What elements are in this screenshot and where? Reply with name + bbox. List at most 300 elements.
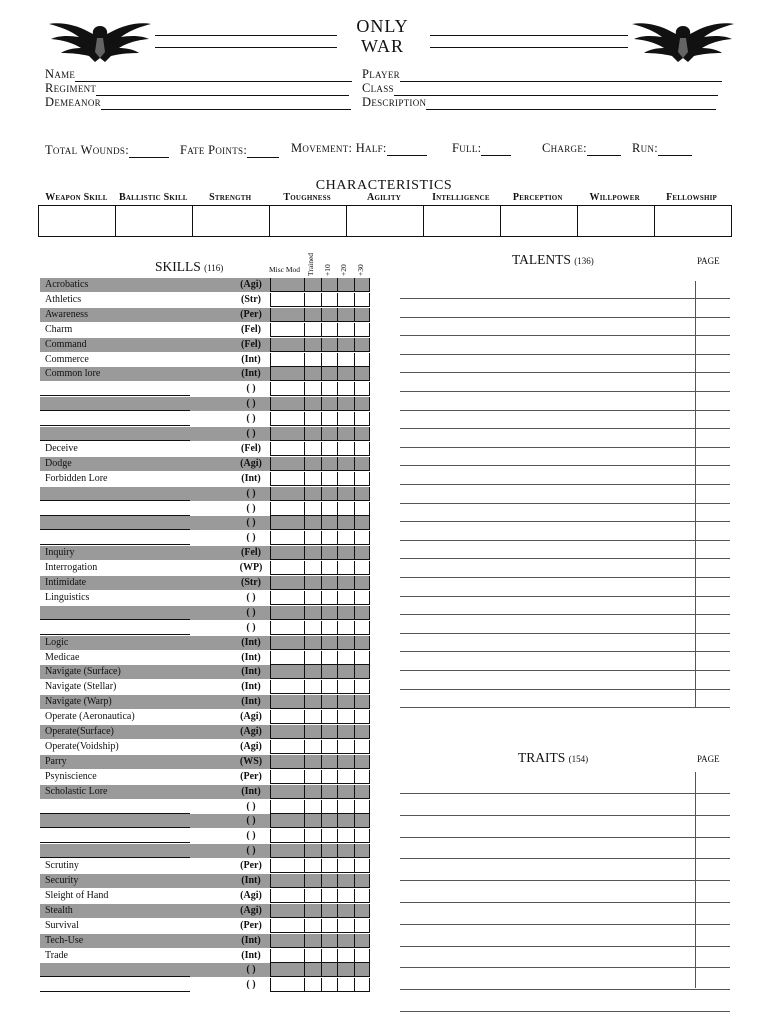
misc-mod-cell[interactable] — [270, 606, 304, 620]
characteristic-value-box[interactable] — [39, 206, 116, 236]
plus20-cell[interactable] — [337, 591, 354, 605]
plus30-cell[interactable] — [354, 546, 371, 560]
trait-entry-line[interactable] — [400, 858, 730, 859]
plus10-cell[interactable] — [321, 516, 338, 530]
plus10-cell[interactable] — [321, 978, 338, 992]
skill-blank-line[interactable] — [40, 842, 190, 843]
trained-cell[interactable] — [304, 874, 321, 888]
talent-entry-line[interactable] — [400, 317, 730, 318]
misc-mod-cell[interactable] — [270, 651, 304, 665]
trained-cell[interactable] — [304, 516, 321, 530]
skill-blank-line[interactable] — [40, 619, 190, 620]
plus20-cell[interactable] — [337, 919, 354, 933]
plus10-cell[interactable] — [321, 457, 338, 471]
plus30-cell[interactable] — [354, 561, 371, 575]
plus20-cell[interactable] — [337, 516, 354, 530]
player-field[interactable] — [362, 67, 722, 82]
trained-cell[interactable] — [304, 338, 321, 352]
trained-cell[interactable] — [304, 949, 321, 963]
talent-entry-line[interactable] — [400, 521, 730, 522]
misc-mod-cell[interactable] — [270, 382, 304, 396]
misc-mod-cell[interactable] — [270, 278, 304, 292]
plus30-cell[interactable] — [354, 904, 371, 918]
misc-mod-cell[interactable] — [270, 725, 304, 739]
plus20-cell[interactable] — [337, 397, 354, 411]
trained-cell[interactable] — [304, 889, 321, 903]
plus10-cell[interactable] — [321, 963, 338, 977]
plus10-cell[interactable] — [321, 755, 338, 769]
misc-mod-cell[interactable] — [270, 680, 304, 694]
characteristic-value-box[interactable] — [116, 206, 193, 236]
plus10-cell[interactable] — [321, 919, 338, 933]
plus10-cell[interactable] — [321, 636, 338, 650]
trained-cell[interactable] — [304, 710, 321, 724]
plus30-cell[interactable] — [354, 874, 371, 888]
trained-cell[interactable] — [304, 770, 321, 784]
trait-entry-line[interactable] — [400, 967, 730, 968]
plus10-cell[interactable] — [321, 710, 338, 724]
plus30-cell[interactable] — [354, 457, 371, 471]
talent-entry-line[interactable] — [400, 372, 730, 373]
misc-mod-cell[interactable] — [270, 293, 304, 307]
trained-cell[interactable] — [304, 725, 321, 739]
plus20-cell[interactable] — [337, 949, 354, 963]
plus20-cell[interactable] — [337, 487, 354, 501]
demeanor-field[interactable] — [45, 95, 351, 110]
plus30-cell[interactable] — [354, 725, 371, 739]
plus30-cell[interactable] — [354, 800, 371, 814]
plus10-cell[interactable] — [321, 814, 338, 828]
misc-mod-cell[interactable] — [270, 814, 304, 828]
trait-entry-line[interactable] — [400, 837, 730, 838]
plus30-cell[interactable] — [354, 308, 371, 322]
plus30-cell[interactable] — [354, 844, 371, 858]
plus30-cell[interactable] — [354, 531, 371, 545]
trait-entry-line[interactable] — [400, 793, 730, 794]
trained-cell[interactable] — [304, 651, 321, 665]
trained-cell[interactable] — [304, 442, 321, 456]
plus10-cell[interactable] — [321, 353, 338, 367]
talent-entry-line[interactable] — [400, 410, 730, 411]
trait-entry-line[interactable] — [400, 989, 730, 990]
characteristic-value-box[interactable] — [424, 206, 501, 236]
plus10-cell[interactable] — [321, 427, 338, 441]
plus20-cell[interactable] — [337, 710, 354, 724]
plus10-cell[interactable] — [321, 934, 338, 948]
trait-entry-line[interactable] — [400, 946, 730, 947]
plus20-cell[interactable] — [337, 934, 354, 948]
plus20-cell[interactable] — [337, 367, 354, 381]
plus10-cell[interactable] — [321, 323, 338, 337]
trained-cell[interactable] — [304, 740, 321, 754]
misc-mod-cell[interactable] — [270, 561, 304, 575]
skill-blank-line[interactable] — [40, 991, 190, 992]
skill-blank-line[interactable] — [40, 440, 190, 441]
plus10-cell[interactable] — [321, 561, 338, 575]
trained-cell[interactable] — [304, 785, 321, 799]
misc-mod-cell[interactable] — [270, 457, 304, 471]
plus10-cell[interactable] — [321, 412, 338, 426]
misc-mod-cell[interactable] — [270, 427, 304, 441]
plus20-cell[interactable] — [337, 457, 354, 471]
plus20-cell[interactable] — [337, 561, 354, 575]
talent-entry-line[interactable] — [400, 503, 730, 504]
plus20-cell[interactable] — [337, 502, 354, 516]
characteristic-value-box[interactable] — [655, 206, 731, 236]
trained-cell[interactable] — [304, 963, 321, 977]
total-wounds-field[interactable] — [45, 143, 169, 158]
trained-cell[interactable] — [304, 934, 321, 948]
plus10-cell[interactable] — [321, 844, 338, 858]
misc-mod-cell[interactable] — [270, 934, 304, 948]
trained-cell[interactable] — [304, 800, 321, 814]
misc-mod-cell[interactable] — [270, 829, 304, 843]
plus10-cell[interactable] — [321, 651, 338, 665]
plus30-cell[interactable] — [354, 338, 371, 352]
trained-cell[interactable] — [304, 621, 321, 635]
plus10-cell[interactable] — [321, 293, 338, 307]
characteristic-value-box[interactable] — [578, 206, 655, 236]
trait-entry-line[interactable] — [400, 815, 730, 816]
misc-mod-cell[interactable] — [270, 576, 304, 590]
misc-mod-cell[interactable] — [270, 695, 304, 709]
plus10-cell[interactable] — [321, 382, 338, 396]
trained-cell[interactable] — [304, 546, 321, 560]
plus30-cell[interactable] — [354, 367, 371, 381]
talent-entry-line[interactable] — [400, 670, 730, 671]
trained-cell[interactable] — [304, 591, 321, 605]
plus20-cell[interactable] — [337, 695, 354, 709]
plus10-cell[interactable] — [321, 546, 338, 560]
plus30-cell[interactable] — [354, 472, 371, 486]
plus30-cell[interactable] — [354, 770, 371, 784]
plus10-cell[interactable] — [321, 472, 338, 486]
plus10-cell[interactable] — [321, 770, 338, 784]
skill-blank-line[interactable] — [40, 544, 190, 545]
plus10-cell[interactable] — [321, 278, 338, 292]
misc-mod-cell[interactable] — [270, 487, 304, 501]
plus20-cell[interactable] — [337, 278, 354, 292]
misc-mod-cell[interactable] — [270, 308, 304, 322]
trained-cell[interactable] — [304, 829, 321, 843]
plus20-cell[interactable] — [337, 978, 354, 992]
plus30-cell[interactable] — [354, 829, 371, 843]
characteristic-value-box[interactable] — [270, 206, 347, 236]
plus20-cell[interactable] — [337, 353, 354, 367]
movement-half-field[interactable] — [291, 141, 427, 156]
movement-full-field[interactable] — [452, 141, 511, 156]
misc-mod-cell[interactable] — [270, 546, 304, 560]
misc-mod-cell[interactable] — [270, 502, 304, 516]
trained-cell[interactable] — [304, 367, 321, 381]
misc-mod-cell[interactable] — [270, 904, 304, 918]
plus20-cell[interactable] — [337, 800, 354, 814]
plus10-cell[interactable] — [321, 949, 338, 963]
plus20-cell[interactable] — [337, 323, 354, 337]
plus10-cell[interactable] — [321, 725, 338, 739]
talent-entry-line[interactable] — [400, 707, 730, 708]
plus10-cell[interactable] — [321, 442, 338, 456]
misc-mod-cell[interactable] — [270, 889, 304, 903]
talent-entry-line[interactable] — [400, 651, 730, 652]
plus30-cell[interactable] — [354, 651, 371, 665]
skill-blank-line[interactable] — [40, 857, 190, 858]
plus30-cell[interactable] — [354, 621, 371, 635]
trained-cell[interactable] — [304, 695, 321, 709]
trained-cell[interactable] — [304, 308, 321, 322]
misc-mod-cell[interactable] — [270, 800, 304, 814]
characteristic-value-box[interactable] — [501, 206, 578, 236]
misc-mod-cell[interactable] — [270, 740, 304, 754]
plus30-cell[interactable] — [354, 814, 371, 828]
talent-entry-line[interactable] — [400, 335, 730, 336]
trained-cell[interactable] — [304, 859, 321, 873]
plus30-cell[interactable] — [354, 636, 371, 650]
plus10-cell[interactable] — [321, 829, 338, 843]
misc-mod-cell[interactable] — [270, 323, 304, 337]
plus10-cell[interactable] — [321, 502, 338, 516]
talent-entry-line[interactable] — [400, 484, 730, 485]
plus20-cell[interactable] — [337, 963, 354, 977]
plus30-cell[interactable] — [354, 412, 371, 426]
misc-mod-cell[interactable] — [270, 516, 304, 530]
plus20-cell[interactable] — [337, 859, 354, 873]
plus30-cell[interactable] — [354, 591, 371, 605]
plus20-cell[interactable] — [337, 755, 354, 769]
plus30-cell[interactable] — [354, 487, 371, 501]
plus10-cell[interactable] — [321, 680, 338, 694]
trained-cell[interactable] — [304, 755, 321, 769]
plus30-cell[interactable] — [354, 859, 371, 873]
trained-cell[interactable] — [304, 382, 321, 396]
plus30-cell[interactable] — [354, 680, 371, 694]
plus20-cell[interactable] — [337, 904, 354, 918]
talent-entry-line[interactable] — [400, 596, 730, 597]
plus10-cell[interactable] — [321, 904, 338, 918]
class-field[interactable] — [362, 81, 718, 96]
trained-cell[interactable] — [304, 427, 321, 441]
plus10-cell[interactable] — [321, 367, 338, 381]
plus10-cell[interactable] — [321, 665, 338, 679]
plus20-cell[interactable] — [337, 546, 354, 560]
talent-entry-line[interactable] — [400, 354, 730, 355]
plus30-cell[interactable] — [354, 278, 371, 292]
plus10-cell[interactable] — [321, 487, 338, 501]
plus20-cell[interactable] — [337, 576, 354, 590]
misc-mod-cell[interactable] — [270, 531, 304, 545]
plus20-cell[interactable] — [337, 621, 354, 635]
trained-cell[interactable] — [304, 576, 321, 590]
talent-entry-line[interactable] — [400, 577, 730, 578]
plus10-cell[interactable] — [321, 874, 338, 888]
characteristic-value-box[interactable] — [347, 206, 424, 236]
plus30-cell[interactable] — [354, 919, 371, 933]
trained-cell[interactable] — [304, 814, 321, 828]
misc-mod-cell[interactable] — [270, 963, 304, 977]
misc-mod-cell[interactable] — [270, 353, 304, 367]
plus20-cell[interactable] — [337, 844, 354, 858]
plus20-cell[interactable] — [337, 636, 354, 650]
trained-cell[interactable] — [304, 293, 321, 307]
plus30-cell[interactable] — [354, 785, 371, 799]
plus10-cell[interactable] — [321, 591, 338, 605]
trained-cell[interactable] — [304, 904, 321, 918]
plus30-cell[interactable] — [354, 576, 371, 590]
talent-entry-line[interactable] — [400, 447, 730, 448]
misc-mod-cell[interactable] — [270, 636, 304, 650]
plus30-cell[interactable] — [354, 889, 371, 903]
movement-run-field[interactable] — [632, 141, 692, 156]
skill-blank-line[interactable] — [40, 515, 190, 516]
misc-mod-cell[interactable] — [270, 919, 304, 933]
name-field[interactable] — [45, 67, 352, 82]
plus20-cell[interactable] — [337, 308, 354, 322]
misc-mod-cell[interactable] — [270, 397, 304, 411]
plus20-cell[interactable] — [337, 382, 354, 396]
trait-entry-line[interactable] — [400, 924, 730, 925]
skill-blank-line[interactable] — [40, 410, 190, 411]
misc-mod-cell[interactable] — [270, 367, 304, 381]
plus30-cell[interactable] — [354, 978, 371, 992]
trait-entry-line[interactable] — [400, 880, 730, 881]
trained-cell[interactable] — [304, 502, 321, 516]
misc-mod-cell[interactable] — [270, 710, 304, 724]
plus20-cell[interactable] — [337, 427, 354, 441]
plus10-cell[interactable] — [321, 338, 338, 352]
skill-blank-line[interactable] — [40, 529, 190, 530]
trained-cell[interactable] — [304, 636, 321, 650]
skill-blank-line[interactable] — [40, 425, 190, 426]
plus30-cell[interactable] — [354, 963, 371, 977]
movement-charge-field[interactable] — [542, 141, 621, 156]
misc-mod-cell[interactable] — [270, 755, 304, 769]
plus20-cell[interactable] — [337, 829, 354, 843]
plus10-cell[interactable] — [321, 621, 338, 635]
plus10-cell[interactable] — [321, 740, 338, 754]
misc-mod-cell[interactable] — [270, 874, 304, 888]
trained-cell[interactable] — [304, 680, 321, 694]
misc-mod-cell[interactable] — [270, 665, 304, 679]
plus10-cell[interactable] — [321, 859, 338, 873]
plus20-cell[interactable] — [337, 651, 354, 665]
misc-mod-cell[interactable] — [270, 338, 304, 352]
trained-cell[interactable] — [304, 978, 321, 992]
misc-mod-cell[interactable] — [270, 591, 304, 605]
skill-blank-line[interactable] — [40, 976, 190, 977]
trait-entry-line[interactable] — [400, 902, 730, 903]
skill-blank-line[interactable] — [40, 500, 190, 501]
plus20-cell[interactable] — [337, 814, 354, 828]
plus10-cell[interactable] — [321, 889, 338, 903]
plus10-cell[interactable] — [321, 576, 338, 590]
plus20-cell[interactable] — [337, 472, 354, 486]
plus30-cell[interactable] — [354, 502, 371, 516]
talent-entry-line[interactable] — [400, 465, 730, 466]
misc-mod-cell[interactable] — [270, 949, 304, 963]
trained-cell[interactable] — [304, 531, 321, 545]
plus10-cell[interactable] — [321, 531, 338, 545]
talent-entry-line[interactable] — [400, 428, 730, 429]
trained-cell[interactable] — [304, 919, 321, 933]
plus30-cell[interactable] — [354, 442, 371, 456]
trained-cell[interactable] — [304, 353, 321, 367]
plus20-cell[interactable] — [337, 338, 354, 352]
plus30-cell[interactable] — [354, 710, 371, 724]
misc-mod-cell[interactable] — [270, 412, 304, 426]
trained-cell[interactable] — [304, 665, 321, 679]
plus30-cell[interactable] — [354, 397, 371, 411]
plus30-cell[interactable] — [354, 695, 371, 709]
talent-entry-line[interactable] — [400, 689, 730, 690]
trained-cell[interactable] — [304, 561, 321, 575]
plus30-cell[interactable] — [354, 293, 371, 307]
trained-cell[interactable] — [304, 457, 321, 471]
misc-mod-cell[interactable] — [270, 442, 304, 456]
characteristic-value-box[interactable] — [193, 206, 270, 236]
misc-mod-cell[interactable] — [270, 859, 304, 873]
plus20-cell[interactable] — [337, 531, 354, 545]
plus20-cell[interactable] — [337, 665, 354, 679]
trained-cell[interactable] — [304, 606, 321, 620]
talent-entry-line[interactable] — [400, 614, 730, 615]
skill-blank-line[interactable] — [40, 634, 190, 635]
plus30-cell[interactable] — [354, 740, 371, 754]
trait-entry-line[interactable] — [400, 1011, 730, 1012]
plus20-cell[interactable] — [337, 442, 354, 456]
plus10-cell[interactable] — [321, 695, 338, 709]
trained-cell[interactable] — [304, 412, 321, 426]
plus20-cell[interactable] — [337, 874, 354, 888]
trained-cell[interactable] — [304, 472, 321, 486]
plus30-cell[interactable] — [354, 427, 371, 441]
plus30-cell[interactable] — [354, 606, 371, 620]
misc-mod-cell[interactable] — [270, 472, 304, 486]
plus30-cell[interactable] — [354, 382, 371, 396]
plus10-cell[interactable] — [321, 785, 338, 799]
talent-entry-line[interactable] — [400, 558, 730, 559]
plus20-cell[interactable] — [337, 785, 354, 799]
plus20-cell[interactable] — [337, 606, 354, 620]
plus20-cell[interactable] — [337, 889, 354, 903]
misc-mod-cell[interactable] — [270, 770, 304, 784]
plus20-cell[interactable] — [337, 770, 354, 784]
plus30-cell[interactable] — [354, 353, 371, 367]
plus30-cell[interactable] — [354, 755, 371, 769]
plus30-cell[interactable] — [354, 516, 371, 530]
plus30-cell[interactable] — [354, 934, 371, 948]
skill-blank-line[interactable] — [40, 827, 190, 828]
plus20-cell[interactable] — [337, 293, 354, 307]
plus10-cell[interactable] — [321, 800, 338, 814]
skill-blank-line[interactable] — [40, 395, 190, 396]
skill-blank-line[interactable] — [40, 813, 190, 814]
description-field[interactable] — [362, 95, 716, 110]
regiment-field[interactable] — [45, 81, 349, 96]
misc-mod-cell[interactable] — [270, 621, 304, 635]
plus30-cell[interactable] — [354, 323, 371, 337]
plus30-cell[interactable] — [354, 949, 371, 963]
talent-entry-line[interactable] — [400, 540, 730, 541]
misc-mod-cell[interactable] — [270, 844, 304, 858]
misc-mod-cell[interactable] — [270, 785, 304, 799]
trained-cell[interactable] — [304, 278, 321, 292]
plus20-cell[interactable] — [337, 412, 354, 426]
misc-mod-cell[interactable] — [270, 978, 304, 992]
plus20-cell[interactable] — [337, 680, 354, 694]
trained-cell[interactable] — [304, 844, 321, 858]
trained-cell[interactable] — [304, 397, 321, 411]
plus30-cell[interactable] — [354, 665, 371, 679]
